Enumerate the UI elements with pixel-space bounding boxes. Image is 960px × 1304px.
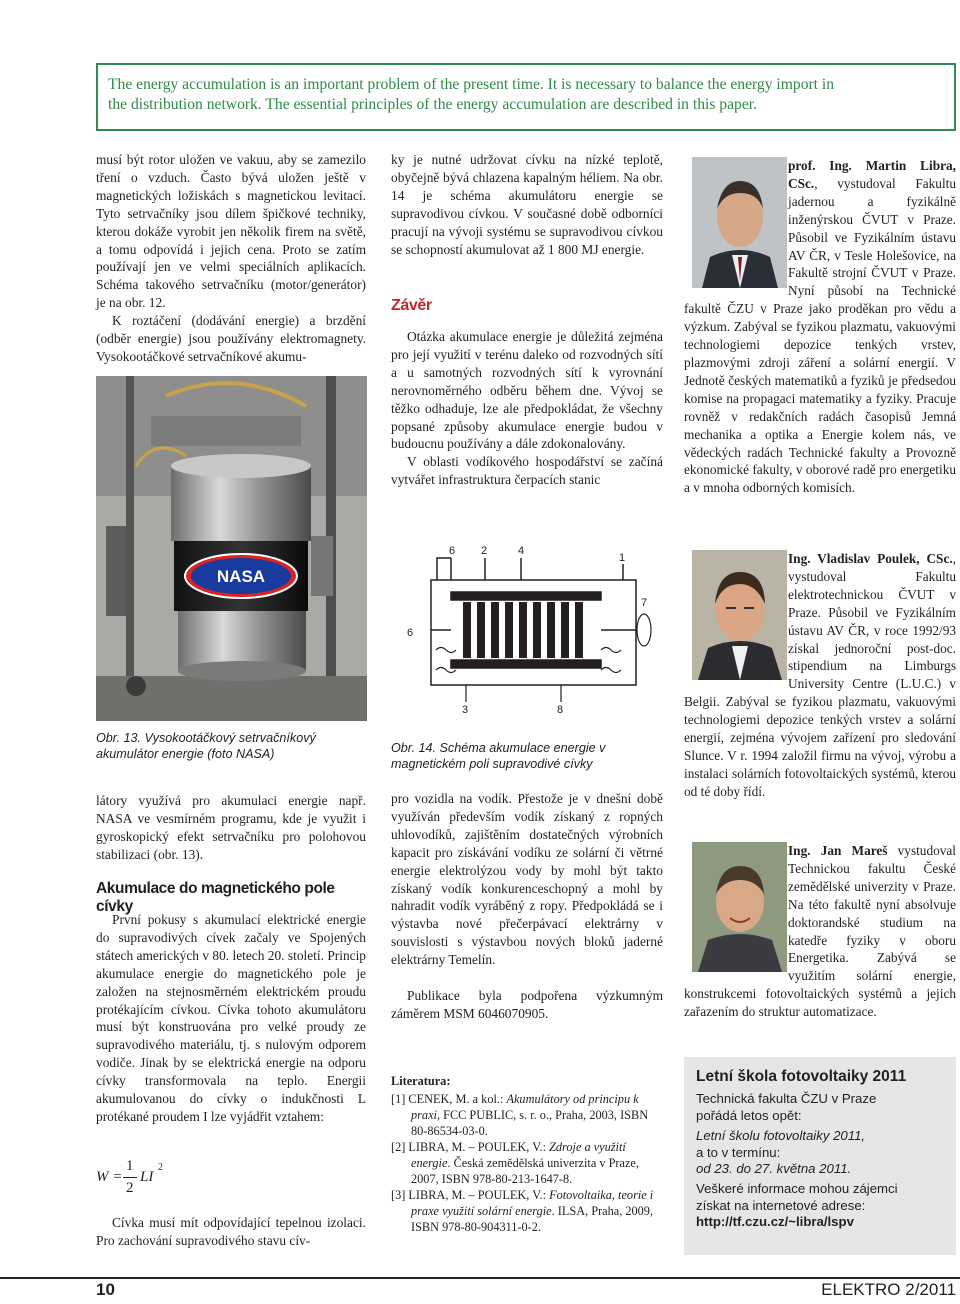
flywheel-illustration bbox=[96, 376, 367, 721]
summer-school-url[interactable]: http://tf.czu.cz/~libra/lspv bbox=[696, 1214, 854, 1230]
diagram-label-8: 8 bbox=[557, 704, 564, 716]
formula-fraction-bar bbox=[123, 1177, 137, 1178]
reference-3-author: LIBRA, M. – POULEK, V.: bbox=[408, 1188, 550, 1202]
summer-school-box bbox=[684, 1057, 956, 1255]
diagram-label-4: 4 bbox=[518, 545, 525, 557]
abstract-line-1: The energy accumulation is an important problem of the present time. It is necessary to balance the energy import in bbox=[108, 76, 835, 93]
col1-paragraph-3: látory využívá pro akumulaci energie např. NASA ve vesmírném programu, kde je využit i gyroskopický efekt setrvačníku pro polohovou stabilizaci (obr. 13). bbox=[96, 793, 366, 862]
reference-1-title: Akumulátory od principu k praxi bbox=[411, 1092, 639, 1122]
bio-libra-name: prof. Ing. Martin Libra, CSc. bbox=[788, 158, 956, 191]
diagram-label-6a: 6 bbox=[449, 545, 456, 557]
reference-2-author: LIBRA, M. – POULEK, V.: bbox=[408, 1140, 550, 1154]
col1-middle-text bbox=[96, 792, 366, 864]
summer-school-line-1: Technická fakulta ČZU v Praze bbox=[696, 1091, 877, 1107]
nasa-flywheel-photo bbox=[96, 376, 367, 721]
col1-paragraph-4: První pokusy s akumulací elektrické energie do supravodivých cívek začaly ve Spojených státech amerických v 80. letech 20. století. Princip akumulace energie do magnetického pole je založen na stejnosměrném elektrickém proudu protékajícím cívkou. Cívka tohoto akumulátoru musí být konstruována pro velké proudy ze supravodivého materiálu, tj. s nulovým odporem vodiče. Jinak by se elektrická energie na odporu cívky transformovala na teplo. Energii akumulovanou do cívky o indukčnosti L protékané proudem I lze vyjádřit vztahem: bbox=[96, 912, 366, 1124]
reference-3-title: Fotovoltaika, teorie i praxe využití solární energie bbox=[411, 1188, 654, 1218]
diagram-label-1: 1 bbox=[619, 552, 626, 564]
formula-exponent: 2 bbox=[158, 1162, 163, 1173]
col2-paragraph-5: Publikace byla podpořena výzkumným záměrem MSM 6046070905. bbox=[391, 988, 663, 1021]
reference-3-rest: . ILSA, Praha, 2009, ISBN 978-80-904311-0-2. bbox=[411, 1204, 654, 1234]
summer-school-line-2: pořádá letos opět: bbox=[696, 1107, 802, 1123]
summer-school-line-4: a to v termínu: bbox=[696, 1144, 781, 1160]
summer-school-title: Letní škola fotovoltaiky 2011 bbox=[696, 1068, 907, 1085]
diagram-label-2: 2 bbox=[481, 545, 488, 557]
reference-3-number: [3] bbox=[391, 1188, 406, 1202]
references-heading: Literatura: bbox=[391, 1074, 451, 1088]
reference-1-number: [1] bbox=[391, 1092, 406, 1106]
bio-libra-text: vystudoval Fakultu jadernou a fyzikálně inženýrskou ČVUT v Praze. Působil ve Fyzikálním ústavu AV ČR, v Tesle Holešovice, na Fakultě strojní ČVUT v Praze. Nyní působí na Technické fakultě ČZU v Praze jako proděkan pro vědu a výzkum. Zabýval se fyzikou plazmatu, vakuovými technologiemi depozice tenkých vrstev, plazmovými zdroji záření a solární energií. V Jednotě českých matematiků a fyziků je předsedou komise na propagaci matematiky a fyziky. Pracuje rovněž v redakčních radách časopisů Jemná mechanika a optika a Energie kolem nás, ve vědeckých radách Technické fakulty a Provozně ekonomické fakulty, v oborové radě pro energetiku a v mnoha odborných komisích. bbox=[684, 175, 956, 496]
journal-name: ELEKTRO 2/2011 bbox=[821, 1280, 956, 1299]
col1-top-text bbox=[96, 151, 366, 366]
references bbox=[391, 1073, 663, 1235]
bio-mares-name: Ing. Jan Mareš bbox=[788, 843, 888, 858]
bio-poulek: Ing. Vladislav Poulek, CSc., vystudoval Fakultu elektrotechnickou ČVUT v Praze. Působil ve Fyzikálním ústavu AV ČR, v roce 1992/93 získal jednoroční post-doc. stipendium na Limburgs University Centre (L.U.C.) v Belgii. Zabýval se fyzikou plazmatu, vakuovými technologiemi depozice tenkých vrstev a solární energií, zejména vývojem zařízení pro sledování Slunce. V r. 1994 založil firmu na vývoj, výrobu a instalaci solárních fotovoltaických systémů, kterou od té doby řídí. bbox=[684, 551, 956, 799]
energy-formula bbox=[96, 1158, 216, 1206]
diagram-label-7: 7 bbox=[641, 597, 648, 609]
formula-rhs: LI bbox=[140, 1169, 154, 1185]
col2-paragraph-4: pro vozidla na vodík. Přestože je v dnešní době využíván především vodík získaný z ropných uhlovodíků, zajištěním dostatečných výrobních kapacit pro získávání vodíku ze solární či větrné energie elektrolýzou vody by mohl být takto získaný vodík konkurenceschopný a mohl by nahradit vodík vyráběný z ropy. Předpokládá se i výstavba nové přečerpávací elektrárny v souvislosti s výstavbou nových bloků jaderné elektrárny Temelín. bbox=[391, 791, 663, 968]
figure-13-caption: Obr. 13. Vysokootáčkový setrvačníkový akumulátor energie (foto NASA) bbox=[96, 731, 316, 761]
formula-numerator: 1 bbox=[126, 1158, 134, 1174]
col1-end-text bbox=[96, 1214, 366, 1250]
col2-paragraph-3: V oblasti vodíkového hospodářství se začíná vytvářet infrastruktura čerpacích stanic bbox=[391, 454, 663, 488]
col1-paragraph-1: musí být rotor uložen ve vakuu, aby se zamezilo tření o vzduch. Často bývá uložen ještě v magnetických ložiskách s magnetickou levitací. Tyto setrvačníky jsou dílem špičkové techniky, kterou dokáže vyrobit jen několik firem na světě, a tomu odpovídá i jejich cena. Proto se zatím používají jen ve velmi speciálních aplikacích. Schéma takového setrvačníku (motor/generátor) je na obr. 12. bbox=[96, 152, 366, 311]
section-heading-conclusion: Závěr bbox=[391, 297, 432, 314]
col2-top-text bbox=[391, 151, 663, 258]
reference-2-rest: . Česká zemědělská univerzita v Praze, 2007, ISBN 978-80-213-1647-8. bbox=[411, 1156, 639, 1186]
superconducting-coil-diagram bbox=[391, 530, 663, 730]
bio-poulek-name: Ing. Vladislav Poulek, CSc. bbox=[788, 551, 953, 566]
reference-1 bbox=[391, 1091, 663, 1139]
diagram-label-6b: 6 bbox=[407, 627, 414, 639]
formula-lhs: W = bbox=[96, 1169, 123, 1185]
abstract-box bbox=[96, 63, 956, 131]
footer-divider bbox=[0, 1277, 960, 1279]
summer-school-line-3: Letní školu fotovoltaiky 2011, bbox=[696, 1128, 866, 1144]
nasa-logo-text: NASA bbox=[216, 567, 266, 586]
bio-mares bbox=[684, 842, 956, 1021]
abstract-line-2: the distribution network. The essential principles of the energy accumulation are described in this paper. bbox=[108, 96, 757, 113]
bio-libra: prof. Ing. Martin Libra, CSc., vystudoval Fakultu jadernou a fyzikálně inženýrskou ČVUT v Praze. Působil ve Fyzikálním ústavu AV ČR, v Tesle Holešovice, na Fakultě strojní ČVUT v Praze. Nyní působí na Technické fakultě ČZU v Praze jako proděkan pro vědu a výzkum. Zabýval se fyzikou plazmatu, vakuovými technologiemi depozice tenkých vrstev, plazmovými zdroji záření a solární energií. V Jednotě českých matematiků a fyziků je předsedou komise na propagaci matematiky a fyziky. Pracuje rovněž v redakčních radách časopisů Jemná mechanika a optika a Energie kolem nás, ve vědeckých radách Technické fakulty a Provozně ekonomické fakulty, v oborové radě pro energetiku a v mnoha odborných komisích. bbox=[684, 158, 956, 496]
diagram-label-3: 3 bbox=[462, 704, 469, 716]
reference-3 bbox=[391, 1187, 663, 1235]
col1-paragraph-5: Cívka musí mít odpovídající tepelnou izolaci. Pro zachování supravodivého stavu cív- bbox=[96, 1215, 366, 1248]
reference-2-number: [2] bbox=[391, 1140, 406, 1154]
coil-schematic bbox=[391, 530, 663, 730]
section-heading-magnetic: Akumulace do magnetického pole cívky bbox=[96, 880, 335, 915]
reference-1-author: CENEK, M. a kol.: bbox=[408, 1092, 507, 1106]
figure-14-caption: Obr. 14. Schéma akumulace energie v magnetickém poli supravodivé cívky bbox=[391, 741, 606, 771]
formula-denominator: 2 bbox=[126, 1180, 134, 1196]
summer-school-line-7: získat na internetové adrese: bbox=[696, 1197, 866, 1213]
bio-mares-text: vystudoval Technickou fakultu České zemědělské univerzity v Praze. Na této fakultě nyní absolvuje doktorandské studium na katedře fyziky v oboru Energetika. Zabývá se využitím solární energie, konstrukcemi fotovoltaických systémů a jejich zařazením do struktur automatizace. bbox=[684, 843, 956, 1020]
col1-bottom-text bbox=[96, 911, 366, 1126]
col2-paragraph-1: ky je nutné udržovat cívku na nízké teplotě, obyčejně bývá chlazena kapalným héliem. Na obr. 14 je schéma akumulátoru energie se supravodivou cívkou. V současné době odborníci pracují na vývoji systému se supravodivou cívkou se schopností akumulovat až 1 800 MJ energie. bbox=[391, 152, 663, 257]
summer-school-line-6: Veškeré informace mohou zájemci bbox=[696, 1181, 898, 1197]
col2-bottom-text bbox=[391, 790, 663, 1023]
bio-poulek-text: vystudoval Fakultu elektrotechnickou ČVUT v Praze. Působil ve Fyzikálním ústavu AV ČR, v roce 1992/93 získal jednoroční post-doc. stipendium na Limburgs University Centre (L.U.C.) v Belgii. Zabýval se fyzikou plazmatu, vakuovými technologiemi depozice tenkých vrstev a solární energií, zejména vývojem zařízení pro sledování Slunce. V r. 1994 založil firmu na vývoj, výrobu a instalaci solárních fotovoltaických systémů, kterou od té doby řídí. bbox=[684, 568, 956, 799]
reference-2 bbox=[391, 1139, 663, 1187]
col1-paragraph-2: K roztáčení (dodávání energie) a brzdění (odběr energie) jsou používány elektromagnety. Vysokootáčkové setrvačníkové akumu- bbox=[96, 313, 366, 364]
col2-conclusion-text bbox=[391, 328, 663, 489]
summer-school-line-5: od 23. do 27. května 2011. bbox=[696, 1161, 852, 1177]
page-number: 10 bbox=[96, 1280, 115, 1299]
reference-2-title: Zdroje a využití energie bbox=[411, 1140, 626, 1170]
col2-paragraph-2: Otázka akumulace energie je důležitá zejména pro její využití v terénu daleko od rozvodných sítí a u samotných rozvodných sítí k vyrovnání nerovnoměrného odběru během dne. Vývoj se těžko odhaduje, lze ale předpokládat, že všechny popsané způsoby akumulace energie budou v budoucnu používány a dále zdokonalovány. bbox=[391, 329, 663, 452]
reference-1-rest: , FCC PUBLIC, s. r. o., Praha, 2003, ISBN 80-86534-03-0. bbox=[411, 1108, 649, 1138]
